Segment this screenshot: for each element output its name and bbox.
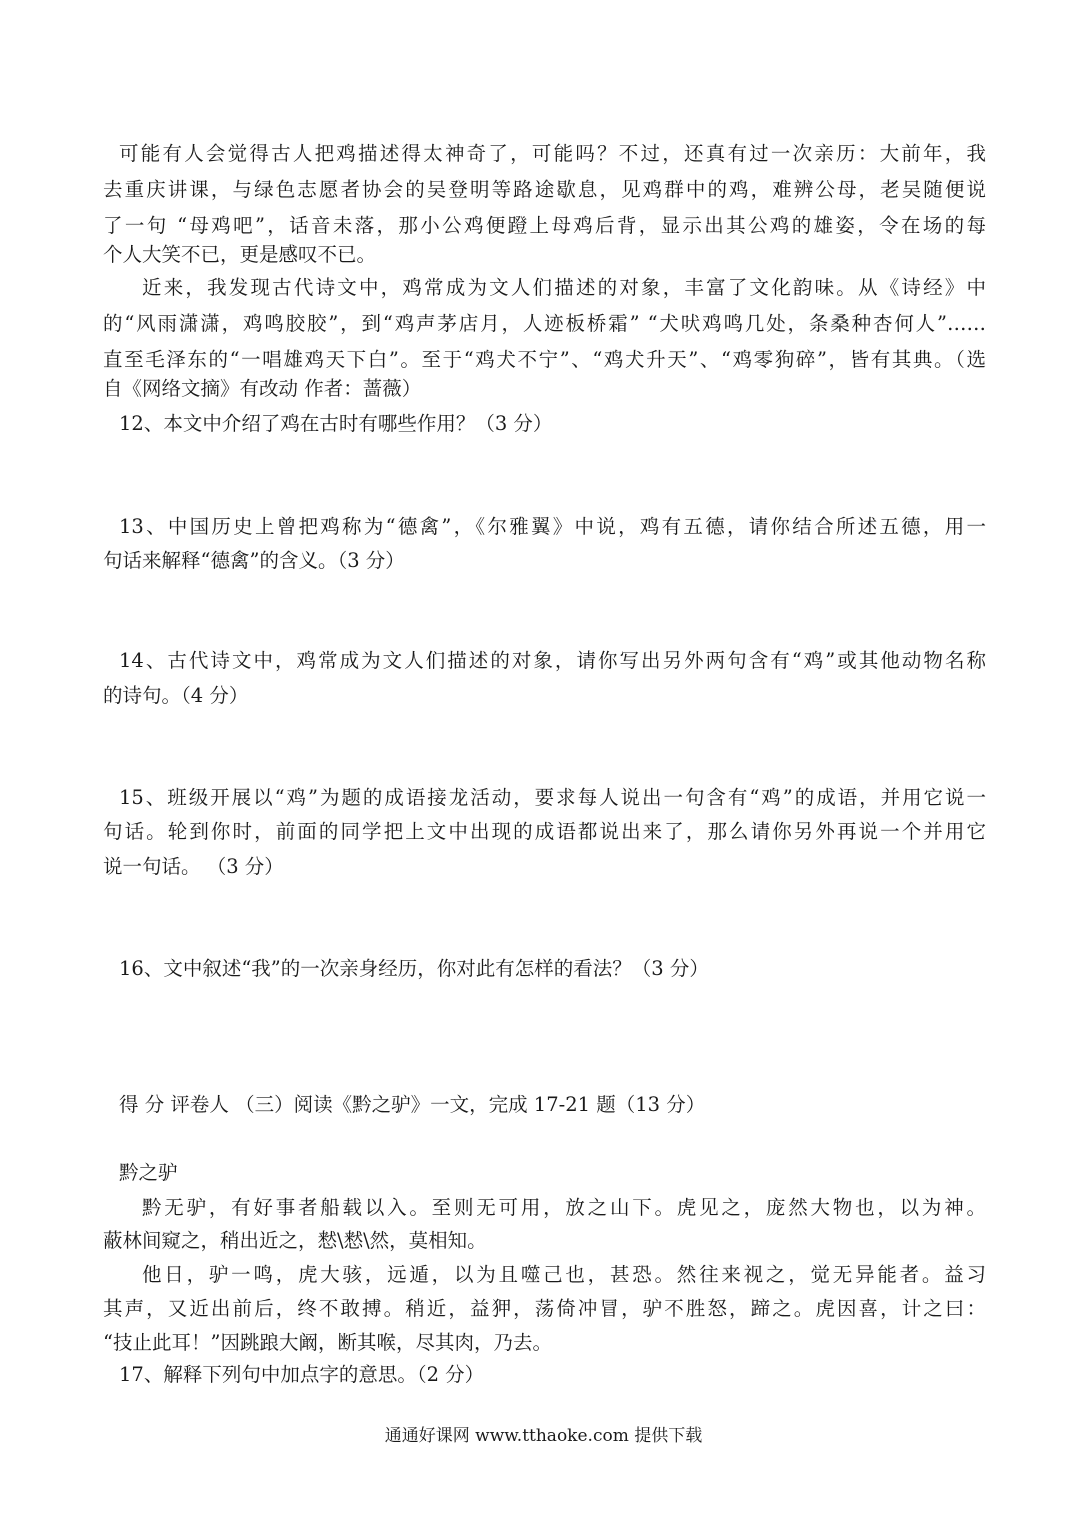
classical-passage-title: 黔之驴 (119, 1161, 178, 1184)
question-13-line2: 句话来解释“德禽”的含义。（3 分） (103, 549, 405, 572)
passage1-para2-line3: 直至毛泽东的“一唱雄鸡天下白”。至于“鸡犬不宁”、“鸡犬升天”、“鸡零狗碎”，皆有其典。（选 (103, 348, 986, 371)
question-13-line1: 13、中国历史上曾把鸡称为“德禽”，《尔雅翼》中说，鸡有五德，请你结合所述五德，用一 (119, 515, 986, 538)
question-15-line3: 说一句话。 （3 分） (103, 855, 284, 878)
question-14-line2: 的诗句。（4 分） (103, 684, 249, 707)
question-15-line2: 句话。轮到你时，前面的同学把上文中出现的成语都说出来了，那么请你另外再说一个并用它 (103, 820, 986, 843)
question-14-line1: 14、古代诗文中，鸡常成为文人们描述的对象，请你写出另外两句含有“鸡”或其他动物名称 (119, 649, 986, 672)
passage1-para2-line4: 自《网络文摘》有改动 作者：蔷薇） (103, 377, 422, 400)
passage1-para2-line2: 的“风雨潇潇，鸡鸣胶胶”，到“鸡声茅店月，人迹板桥霜” “犬吠鸡鸣几处，条桑种杏何人”…… (103, 312, 986, 335)
classical-para2-line2: 其声，又近出前后，终不敢搏。稍近，益狎，荡倚冲冒，驴不胜怒，蹄之。虎因喜，计之曰： (103, 1297, 986, 1320)
classical-para2-line3: “技止此耳！”因跳踉大阚，断其喉，尽其肉，乃去。 (103, 1331, 552, 1354)
classical-para2-line1: 他日，驴一鸣，虎大骇，远遁，以为且噬己也，甚恐。然往来视之，觉无异能者。益习 (142, 1263, 986, 1286)
question-17: 17、解释下列句中加点字的意思。（2 分） (119, 1363, 485, 1386)
question-12: 12、本文中介绍了鸡在古时有哪些作用？（3 分） (119, 412, 553, 435)
question-15-line1: 15、班级开展以“鸡”为题的成语接龙活动，要求每人说出一句含有“鸡”的成语，并用它说一 (119, 786, 986, 809)
passage1-para1-line4: 个人大笑不已，更是感叹不已。 (103, 243, 377, 266)
passage1-para2-line1: 近来，我发现古代诗文中，鸡常成为文人们描述的对象，丰富了文化韵味。从《诗经》中 (142, 276, 986, 299)
classical-para1-line1: 黔无驴，有好事者船载以入。至则无可用，放之山下。虎见之，庞然大物也，以为神。 (142, 1196, 986, 1219)
passage1-para1-line2: 去重庆讲课，与绿色志愿者协会的吴登明等路途歇息，见鸡群中的鸡，难辨公母，老吴随便说 (103, 178, 986, 201)
passage1-para1-line1: 可能有人会觉得古人把鸡描述得太神奇了，可能吗？不过，还真有过一次亲历：大前年，我 (119, 142, 986, 165)
question-16: 16、文中叙述“我”的一次亲身经历，你对此有怎样的看法？（3 分） (119, 957, 709, 980)
section3-header: 得 分 评卷人 （三）阅读《黔之驴》一文，完成 17-21 题（13 分） (119, 1093, 706, 1116)
page-footer: 通通好课网 www.tthaoke.com 提供下载 (384, 1426, 703, 1446)
passage1-para1-line3: 了一句 “母鸡吧”，话音未落，那小公鸡便蹬上母鸡后背，显示出其公鸡的雄姿，令在场的每 (103, 214, 986, 237)
classical-para1-line2: 蔽林间窥之，稍出近之，慭\慭\然，莫相知。 (103, 1229, 487, 1252)
